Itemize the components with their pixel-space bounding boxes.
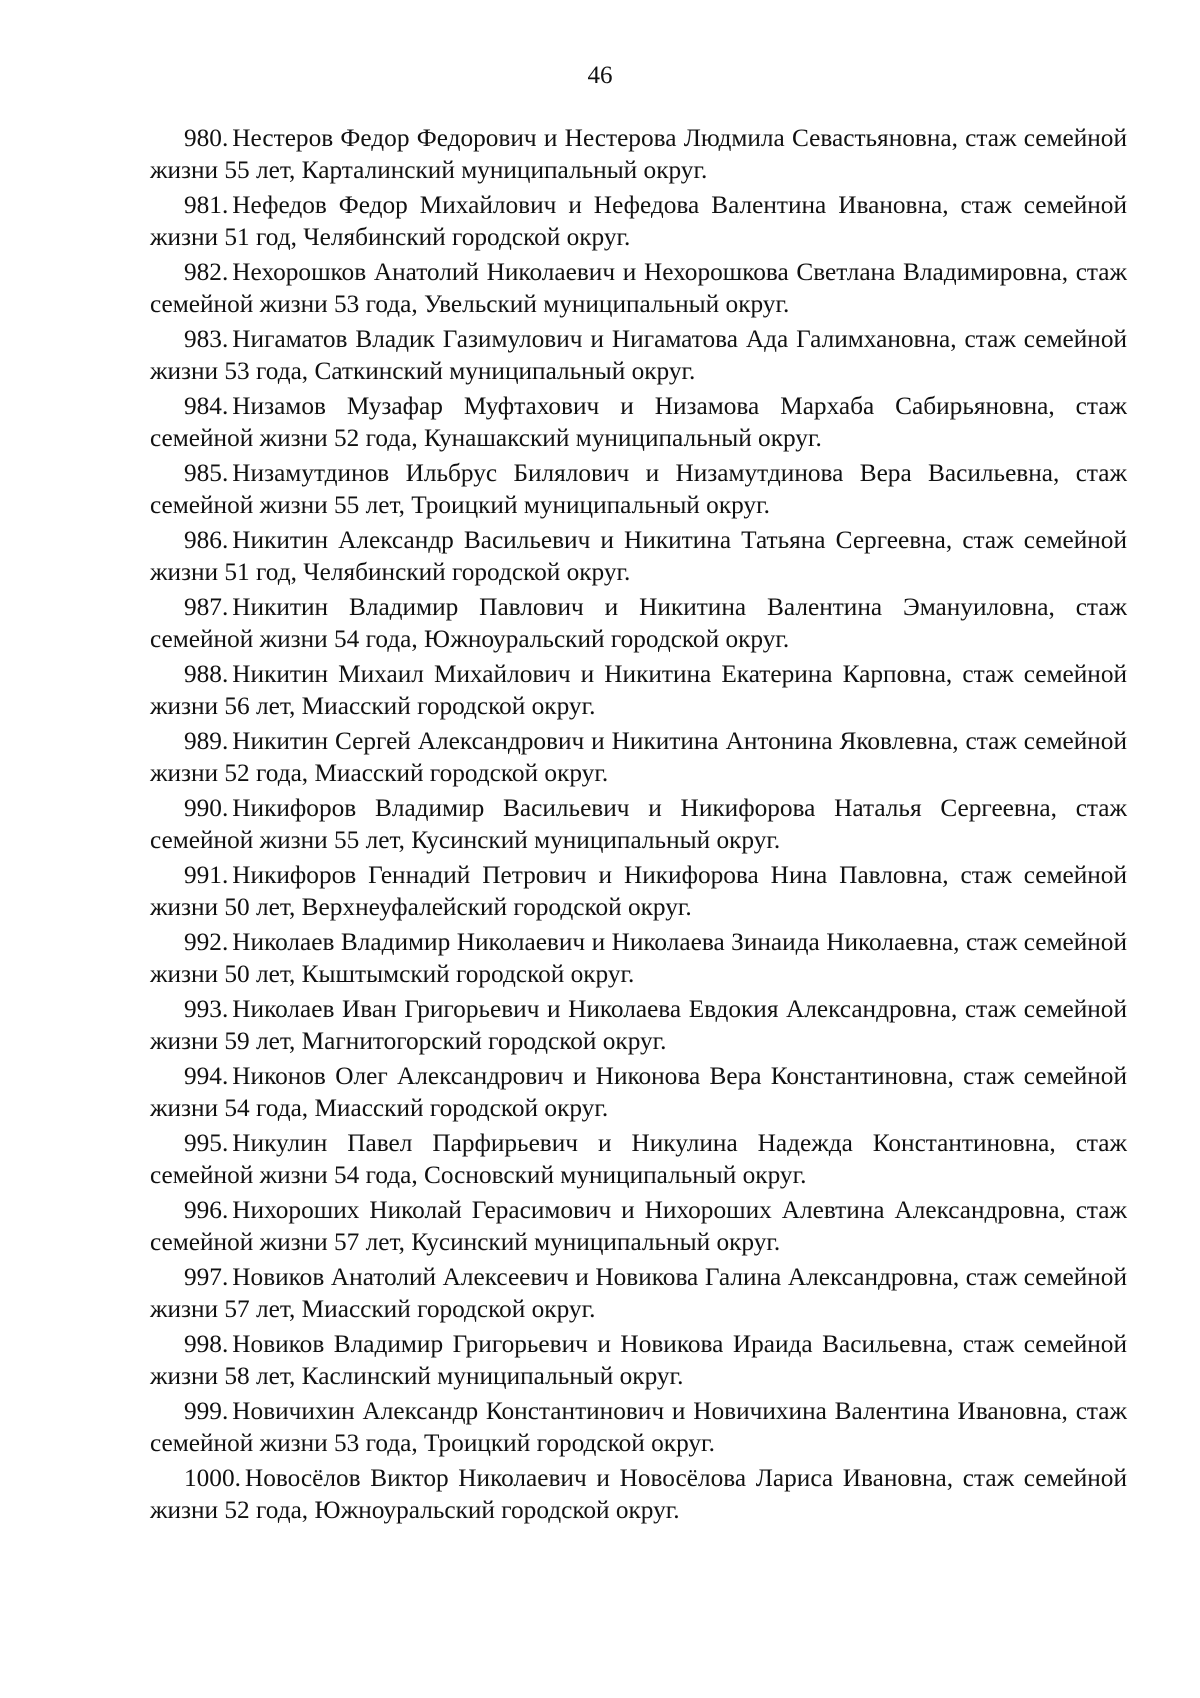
list-item: [150, 390, 1127, 454]
entry-number: 989.: [184, 727, 229, 755]
list-item: [150, 926, 1127, 990]
entry-text: Никитин Михаил Михайлович и Никитина Екатерина Карповна, стаж семейной жизни 56 лет, Миасский городской округ.: [150, 660, 1127, 720]
page-number: 46: [587, 62, 613, 89]
list-item: [150, 725, 1127, 789]
entry-number: 980.: [184, 124, 229, 152]
entry-number: 998.: [184, 1330, 229, 1358]
entry-text: Низамов Музафар Муфтахович и Низамова Мархаба Сабирьяновна, стаж семейной жизни 52 года, Кунашакский муниципальный округ.: [150, 392, 1127, 452]
entry-text: Нехорошков Анатолий Николаевич и Нехорошкова Светлана Владимировна, стаж семейной жизни 53 года, Увельский муниципальный округ.: [150, 258, 1127, 318]
list-item: [150, 256, 1127, 320]
entry-number: 986.: [184, 526, 229, 554]
entry-text: Новосёлов Виктор Николаевич и Новосёлова Лариса Ивановна, стаж семейной жизни 52 года, Южноуральский городской округ.: [150, 1464, 1127, 1524]
entry-number: 996.: [184, 1196, 229, 1224]
entry-text: Нигаматов Владик Газимулович и Нигаматова Ада Галимхановна, стаж семейной жизни 53 года, Саткинский муниципальный округ.: [150, 325, 1127, 385]
entry-number: 992.: [184, 928, 229, 956]
entry-text: Никитин Сергей Александрович и Никитина Антонина Яковлевна, стаж семейной жизни 52 года, Миасский городской округ.: [150, 727, 1127, 787]
entry-number: 982.: [184, 258, 229, 286]
entry-text: Никонов Олег Александрович и Никонова Вера Константиновна, стаж семейной жизни 54 года, Миасский городской округ.: [150, 1062, 1127, 1122]
list-item: [150, 993, 1127, 1057]
entry-number: 991.: [184, 861, 229, 889]
entry-list: [150, 122, 1127, 1529]
entry-text: Николаев Иван Григорьевич и Николаева Евдокия Александровна, стаж семейной жизни 59 лет, Магнитогорский городской округ.: [150, 995, 1127, 1055]
entry-number: 1000.: [184, 1464, 241, 1492]
entry-number: 983.: [184, 325, 229, 353]
entry-text: Нихороших Николай Герасимович и Нихороших Алевтина Александровна, стаж семейной жизни 57 лет, Кусинский муниципальный округ.: [150, 1196, 1127, 1256]
entry-text: Новиков Владимир Григорьевич и Новикова Ираида Васильевна, стаж семейной жизни 58 лет, Каслинский муниципальный округ.: [150, 1330, 1127, 1390]
list-item: [150, 591, 1127, 655]
entry-number: 985.: [184, 459, 229, 487]
entry-text: Новичихин Александр Константинович и Новичихина Валентина Ивановна, стаж семейной жизни 53 года, Троицкий городской округ.: [150, 1397, 1127, 1457]
list-item: [150, 524, 1127, 588]
list-item: [150, 1127, 1127, 1191]
list-item: [150, 1328, 1127, 1392]
list-item: [150, 323, 1127, 387]
entry-text: Никитин Александр Васильевич и Никитина Татьяна Сергеевна, стаж семейной жизни 51 год, Челябинский городской округ.: [150, 526, 1127, 586]
entry-text: Никулин Павел Парфирьевич и Никулина Надежда Константиновна, стаж семейной жизни 54 года, Сосновский муниципальный округ.: [150, 1129, 1127, 1189]
entry-number: 997.: [184, 1263, 229, 1291]
list-item: [150, 859, 1127, 923]
entry-text: Нефедов Федор Михайлович и Нефедова Валентина Ивановна, стаж семейной жизни 51 год, Челябинский городской округ.: [150, 191, 1127, 251]
entry-number: 988.: [184, 660, 229, 688]
list-item: [150, 457, 1127, 521]
entry-number: 984.: [184, 392, 229, 420]
list-item: [150, 1261, 1127, 1325]
entry-number: 995.: [184, 1129, 229, 1157]
entry-text: Нестеров Федор Федорович и Нестерова Людмила Севастьяновна, стаж семейной жизни 55 лет, Карталинский муниципальный округ.: [150, 124, 1127, 184]
list-item: [150, 1194, 1127, 1258]
entry-number: 987.: [184, 593, 229, 621]
entry-number: 981.: [184, 191, 229, 219]
list-item: [150, 1395, 1127, 1459]
entry-text: Никитин Владимир Павлович и Никитина Валентина Эмануиловна, стаж семейной жизни 54 года, Южноуральский городской округ.: [150, 593, 1127, 653]
entry-text: Новиков Анатолий Алексеевич и Новикова Галина Александровна, стаж семейной жизни 57 лет, Миасский городской округ.: [150, 1263, 1127, 1323]
entry-text: Николаев Владимир Николаевич и Николаева Зинаида Николаевна, стаж семейной жизни 50 лет, Кыштымский городской округ.: [150, 928, 1127, 988]
list-item: [150, 1462, 1127, 1526]
entry-number: 990.: [184, 794, 229, 822]
list-item: [150, 658, 1127, 722]
entry-text: Никифоров Геннадий Петрович и Никифорова Нина Павловна, стаж семейной жизни 50 лет, Верхнеуфалейский городской округ.: [150, 861, 1127, 921]
entry-text: Никифоров Владимир Васильевич и Никифорова Наталья Сергеевна, стаж семейной жизни 55 лет, Кусинский муниципальный округ.: [150, 794, 1127, 854]
entry-number: 994.: [184, 1062, 229, 1090]
list-item: [150, 189, 1127, 253]
entry-text: Низамутдинов Ильбрус Билялович и Низамутдинова Вера Васильевна, стаж семейной жизни 55 лет, Троицкий муниципальный округ.: [150, 459, 1127, 519]
list-item: [150, 122, 1127, 186]
entry-number: 993.: [184, 995, 229, 1023]
entry-number: 999.: [184, 1397, 229, 1425]
list-item: [150, 1060, 1127, 1124]
list-item: [150, 792, 1127, 856]
